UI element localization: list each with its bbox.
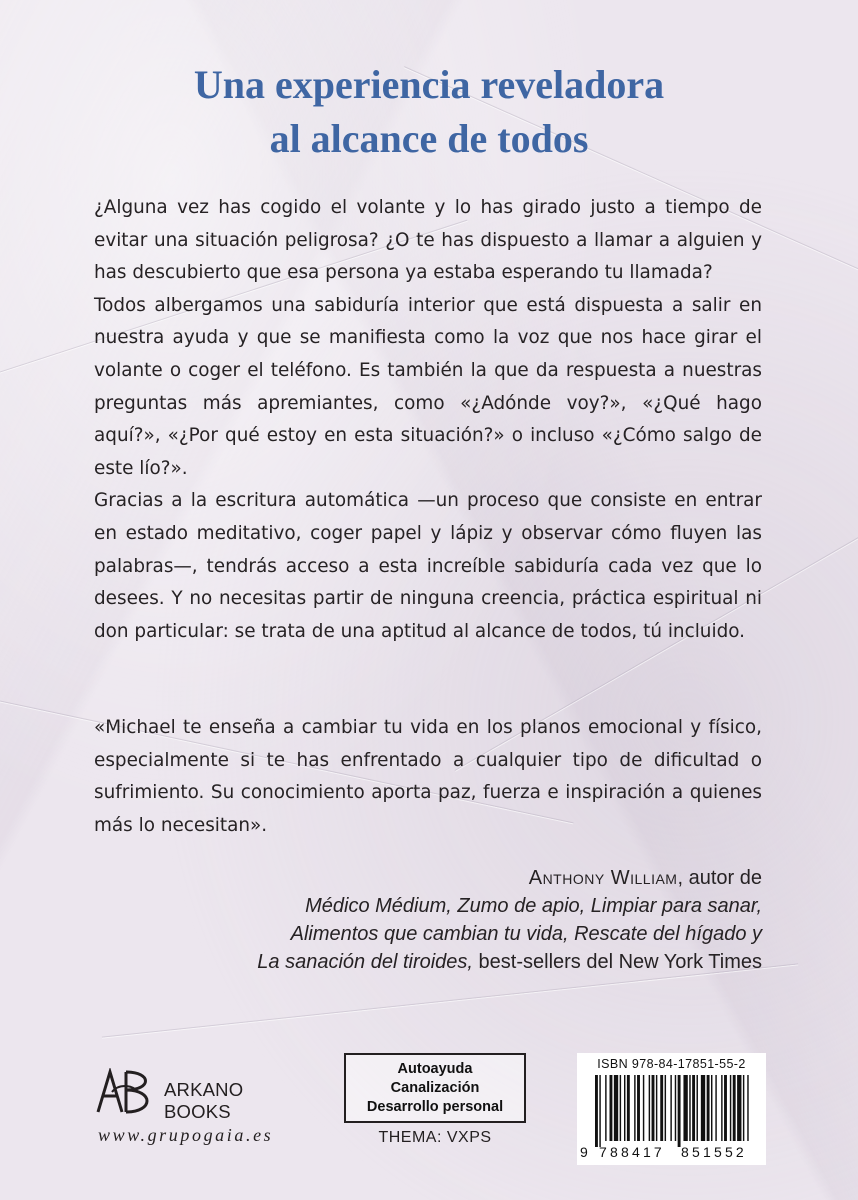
barcode-bar bbox=[656, 1075, 657, 1141]
barcode-bar bbox=[670, 1075, 671, 1141]
thema-categories-box bbox=[344, 1053, 526, 1123]
barcode-bars bbox=[581, 1075, 762, 1147]
barcode-bar bbox=[730, 1075, 731, 1141]
arkano-books-logo-icon bbox=[94, 1068, 156, 1116]
barcode-bar bbox=[649, 1075, 650, 1141]
barcode-bar bbox=[733, 1075, 736, 1141]
page-title bbox=[0, 58, 858, 166]
barcode-bar bbox=[620, 1075, 621, 1141]
barcode-bar bbox=[610, 1075, 613, 1141]
attribution-line-4 bbox=[122, 948, 762, 976]
author-role: , autor de bbox=[677, 867, 762, 889]
description-text bbox=[94, 192, 762, 648]
barcode-bar bbox=[689, 1075, 690, 1141]
publisher-website: www.grupogaia.es bbox=[98, 1125, 274, 1145]
barcode-bar bbox=[692, 1075, 695, 1141]
thema-category: Canalización bbox=[390, 1080, 480, 1096]
barcode-bar bbox=[737, 1075, 741, 1141]
barcode-bar bbox=[595, 1075, 598, 1147]
testimonial-attribution bbox=[122, 864, 762, 976]
barcode-bar bbox=[652, 1075, 655, 1141]
barcode-bar bbox=[624, 1075, 625, 1141]
attribution-line-3: Alimentos que cambian tu vida, Rescate del hígado y bbox=[290, 923, 762, 945]
barcode-bar bbox=[715, 1075, 716, 1141]
paragraph-2: Todos albergamos una sabiduría interior que está dispuesta a salir en nuestra ayuda y que se manifiesta como la voz que nos hace girar el volante o coger el teléfono. Es también la que da respuesta a nuestras preguntas más apremiantes, como «¿Adónde voy?», «¿Qué hago aquí?», «¿Por qué estoy en esta situación?» o incluso «¿Cómo salgo de este lío?». bbox=[94, 294, 762, 479]
publisher-block bbox=[94, 1063, 314, 1153]
barcode-digits-right: 851552 bbox=[681, 1144, 747, 1160]
paragraph-3: Gracias a la escritura automática —un proceso que consiste en entrar en estado meditativo, coger papel y lápiz y observar cómo fluyen las palabras—, tendrás acceso a esta increíble sabiduría cada vez que lo desees. Y no necesitas partir de ninguna creencia, práctica espiritual ni don particular: se trata de una aptitud al alcance de todos, tú incluido. bbox=[94, 490, 762, 642]
barcode-bar bbox=[721, 1075, 722, 1141]
author-name: Anthony William bbox=[528, 867, 678, 889]
barcode-bar bbox=[711, 1075, 712, 1141]
publisher-name: ARKANO BOOKS bbox=[164, 1079, 244, 1122]
attribution-tail: best-sellers del New York Times bbox=[472, 951, 762, 973]
barcode-bar bbox=[747, 1075, 748, 1141]
barcode-bar bbox=[614, 1075, 618, 1141]
title-line-1: Una experiencia reveladora bbox=[193, 62, 665, 107]
attribution-book-title: La sanación del tiroides, bbox=[257, 951, 473, 973]
testimonial-quote: «Michael te enseña a cambiar tu vida en los planos emocional y físico, especialmente si te has enfrentado a cualquier tipo de dificultad o sufrimiento. Su conocimiento aporta paz, fuerza e inspiración a quienes más lo necesitan». bbox=[94, 717, 762, 836]
title-line-2: al alcance de todos bbox=[269, 116, 589, 161]
barcode-bar bbox=[678, 1075, 681, 1147]
barcode-bar bbox=[697, 1075, 698, 1141]
barcode-bar bbox=[627, 1075, 630, 1141]
barcode-bar bbox=[637, 1075, 640, 1141]
isbn-label: ISBN 978-84-17851-55-2 bbox=[597, 1057, 746, 1071]
thema-category: Autoayuda bbox=[397, 1061, 473, 1077]
barcode-digits-left: 788417 bbox=[599, 1144, 665, 1160]
thema-category: Desarrollo personal bbox=[366, 1099, 504, 1115]
barcode-bar bbox=[683, 1075, 687, 1141]
barcode-bar bbox=[707, 1075, 710, 1141]
barcode-digit-first: 9 bbox=[580, 1144, 588, 1160]
barcode-bar bbox=[660, 1075, 663, 1141]
barcode-bar bbox=[675, 1075, 676, 1141]
barcode-bar bbox=[701, 1075, 705, 1141]
attribution-line-2: Médico Médium, Zumo de apio, Limpiar para sanar, bbox=[305, 895, 762, 917]
paragraph-1: ¿Alguna vez has cogido el volante y lo has girado justo a tiempo de evitar una situación peligrosa? ¿O te has dispuesto a llamar a alguien y has descubierto que esa persona ya estaba esperando tu llamada? bbox=[94, 197, 762, 284]
barcode-bar bbox=[724, 1075, 727, 1141]
attribution-line-1 bbox=[122, 864, 762, 892]
barcode-bar bbox=[665, 1075, 666, 1141]
barcode-bar bbox=[743, 1075, 744, 1141]
barcode-bar bbox=[605, 1075, 606, 1141]
barcode-bar bbox=[643, 1075, 644, 1141]
isbn-barcode bbox=[577, 1053, 766, 1165]
barcode-bar bbox=[634, 1075, 635, 1141]
thema-code: THEMA: VXPS bbox=[378, 1129, 492, 1146]
barcode-bar bbox=[599, 1075, 600, 1147]
